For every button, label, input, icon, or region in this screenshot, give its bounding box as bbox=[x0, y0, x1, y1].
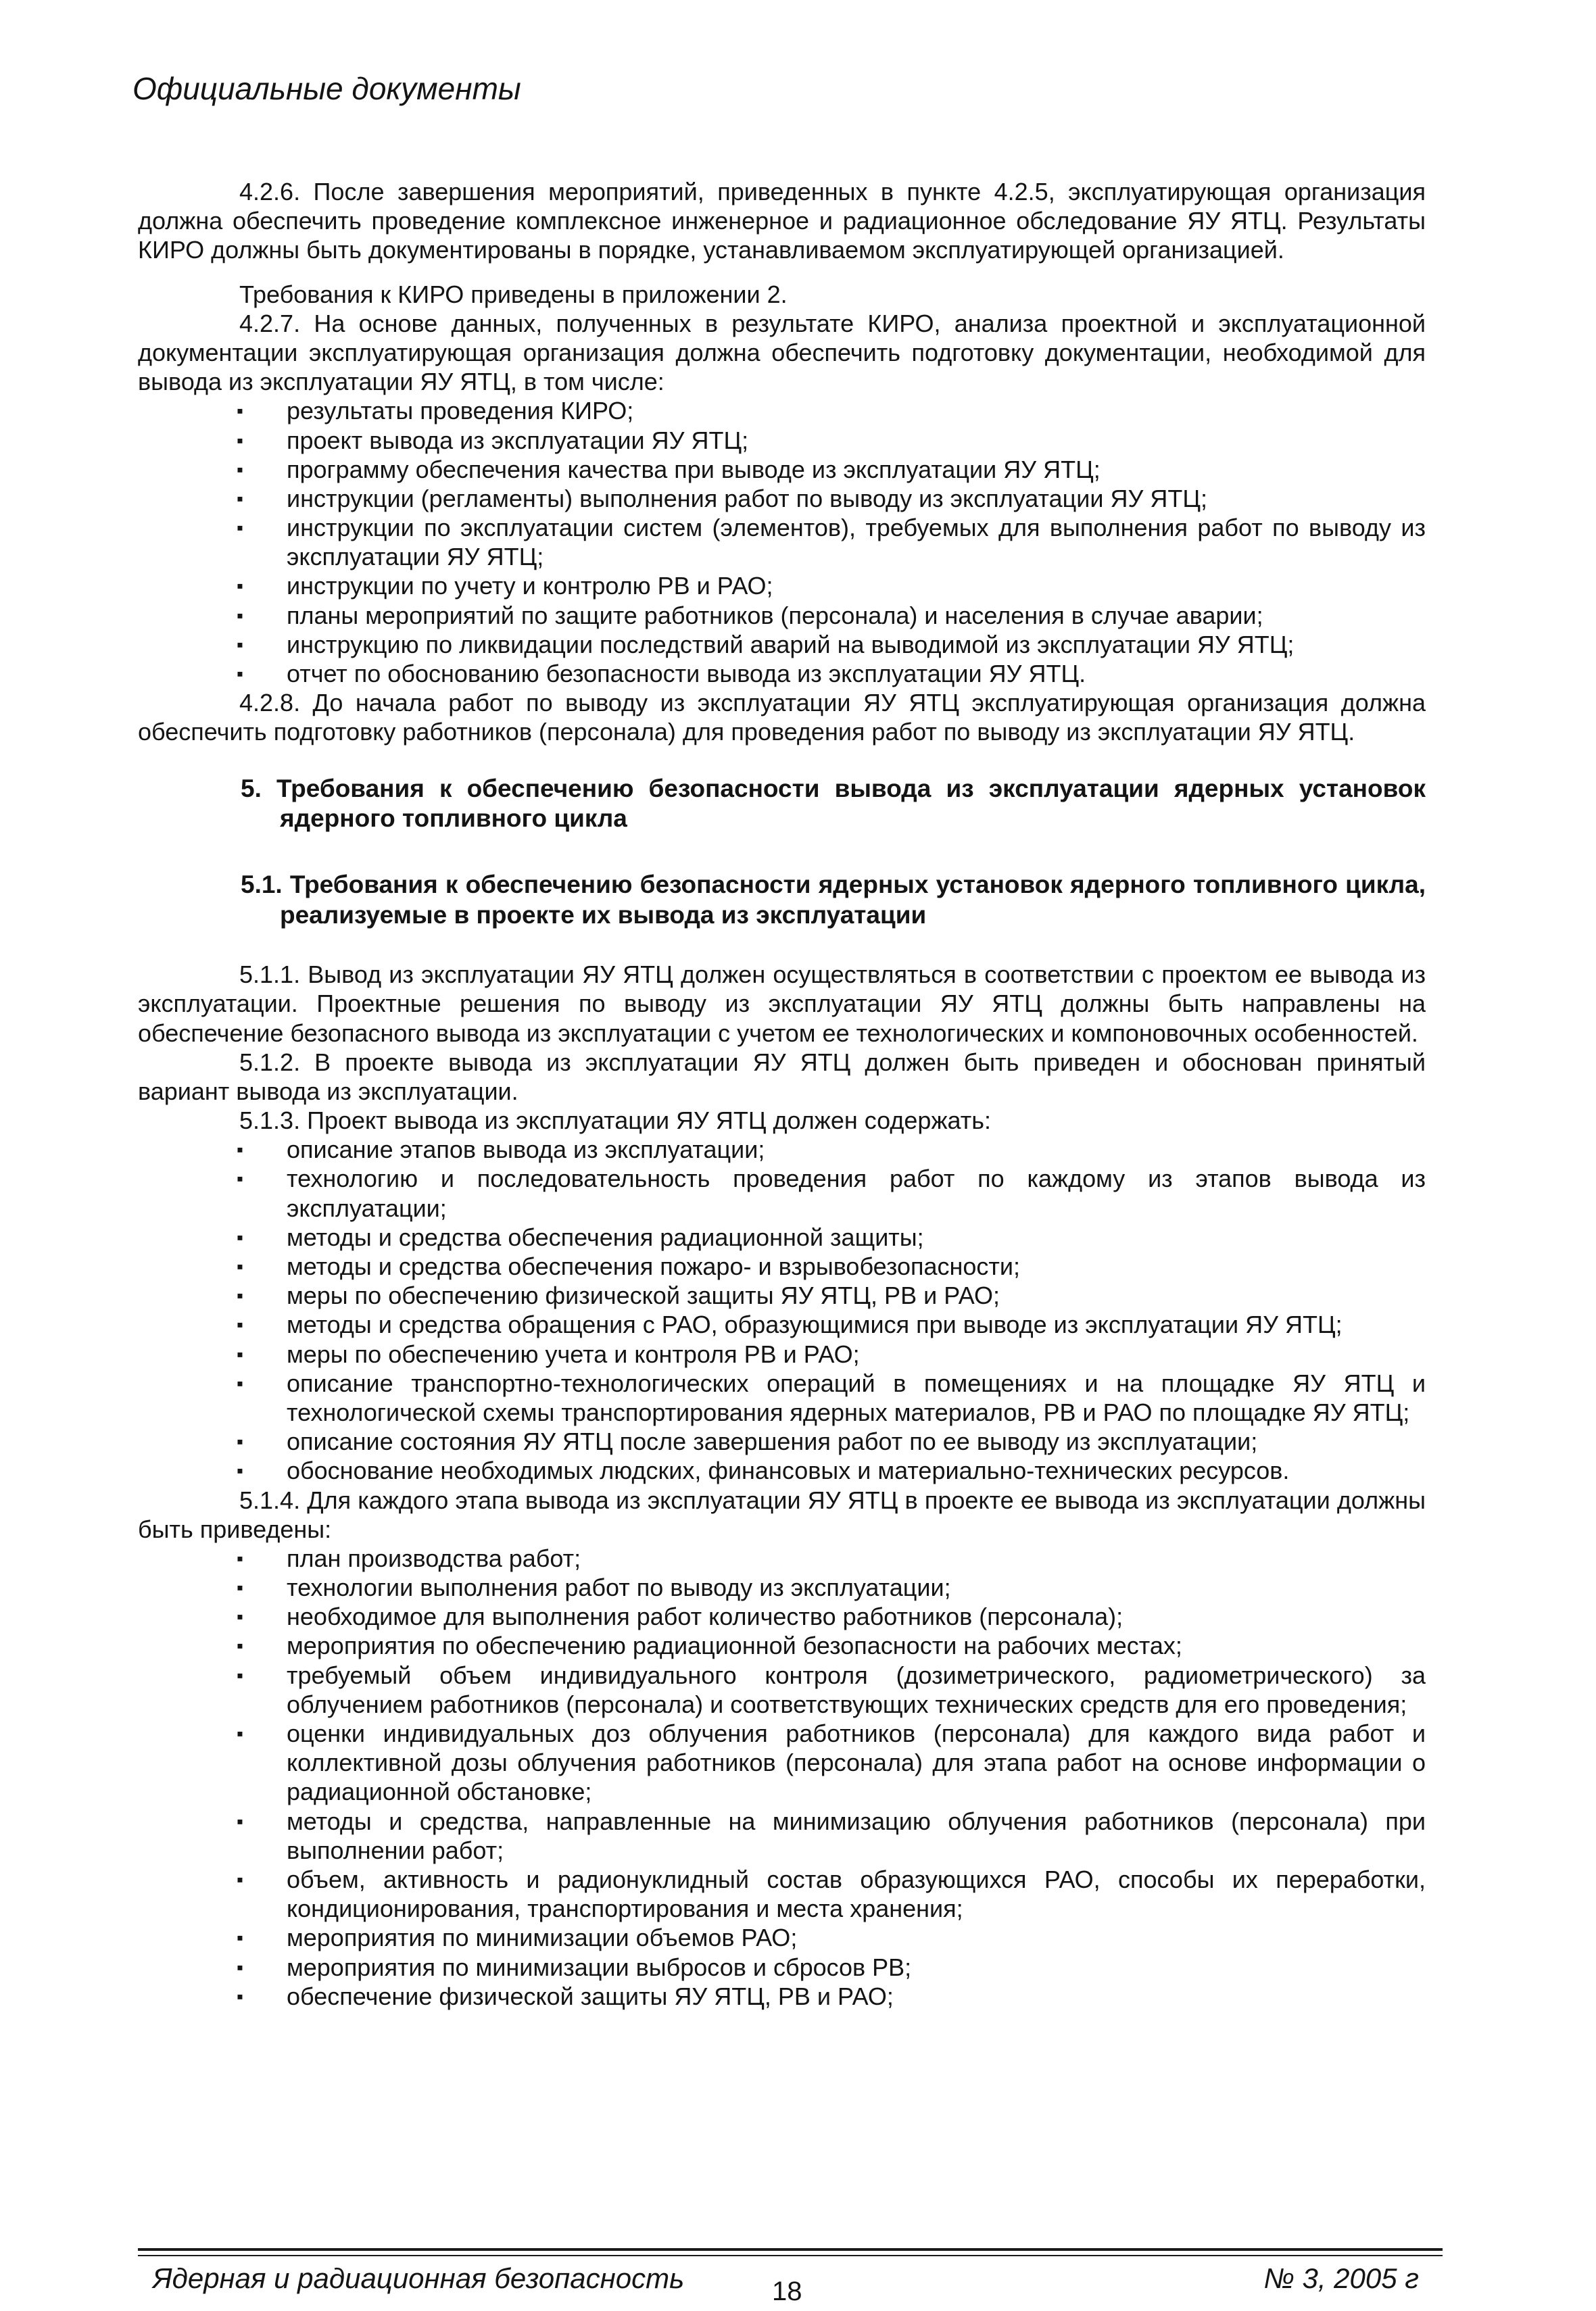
list-item: ▪ планы мероприятий по защите работников (персонала) и населения в случае аварии; bbox=[138, 601, 1426, 630]
list-item: ▪ объем, активность и радионуклидный состав образующихся РАО, способы их переработки, кондиционирования, транспортирования и места хранения; bbox=[138, 1865, 1426, 1923]
list-item: ▪ инструкции по эксплуатации систем (элементов), требуемых для выполнения работ по выводу из эксплуатации ЯУ ЯТЦ; bbox=[138, 513, 1426, 571]
paragraph-5-1-3: 5.1.3. Проект вывода из эксплуатации ЯУ ЯТЦ должен содержать: bbox=[239, 1106, 992, 1135]
list-item: ▪ методы и средства, направленные на минимизацию облучения работников (персонала) при выполнении работ; bbox=[138, 1807, 1426, 1865]
paragraph-5-1-4: 5.1.4. Для каждого этапа вывода из эксплуатации ЯУ ЯТЦ в проекте ее вывода из эксплуатации должны быть приведены: bbox=[138, 1486, 1426, 1543]
list-item: ▪ описание этапов вывода из эксплуатации; bbox=[138, 1135, 1426, 1164]
footer-rule-thin bbox=[138, 2255, 1443, 2256]
paragraph-4-2-8: 4.2.8. До начала работ по выводу из эксплуатации ЯУ ЯТЦ эксплуатирующая организация должна обеспечить подготовку работников (персонала) для проведения работ по выводу из эксплуатации ЯУ ЯТЦ. bbox=[138, 689, 1426, 746]
footer-issue: № 3, 2005 г bbox=[1263, 2262, 1419, 2294]
list-item: ▪ методы и средства обращения с РАО, образующимися при выводе из эксплуатации ЯУ ЯТЦ; bbox=[138, 1310, 1426, 1339]
list-item: ▪ программу обеспечения качества при выводе из эксплуатации ЯУ ЯТЦ; bbox=[138, 455, 1426, 484]
subsection-heading-5-1: 5.1. Требования к обеспечению безопасности ядерных установок ядерного топливного цикла, реализуемые в проекте их вывода из эксплуатации bbox=[241, 871, 1426, 929]
list-5-1-4 bbox=[138, 1544, 1426, 2011]
list-item: ▪ отчет по обоснованию безопасности вывода из эксплуатации ЯУ ЯТЦ. bbox=[138, 659, 1426, 688]
list-4-2-7 bbox=[138, 396, 1426, 688]
list-item: ▪ инструкцию по ликвидации последствий аварий на выводимой из эксплуатации ЯУ ЯТЦ; bbox=[138, 630, 1426, 659]
list-item: ▪ требуемый объем индивидуального контроля (дозиметрического, радиометрического) за облучением работников (персонала) и соответствующих технических средств для его проведения; bbox=[138, 1661, 1426, 1719]
list-item: ▪ оценки индивидуальных доз облучения работников (персонала) для каждого вида работ и коллективной дозы облучения работников (персонала) для этапа работ на основе информации о радиационной обстановке; bbox=[138, 1719, 1426, 1807]
paragraph-4-2-6: 4.2.6. После завершения мероприятий, приведенных в пункте 4.2.5, эксплуатирующая организация должна обеспечить проведение комплексное инженерное и радиационное обследование ЯУ ЯТЦ. Результаты КИРО должны быть документированы в порядке, устанавливаемом эксплуатирующей организацией. bbox=[138, 178, 1426, 264]
list-item: ▪ мероприятия по обеспечению радиационной безопасности на рабочих местах; bbox=[138, 1631, 1426, 1660]
list-item: ▪ инструкции (регламенты) выполнения работ по выводу из эксплуатации ЯУ ЯТЦ; bbox=[138, 484, 1426, 513]
list-item: ▪ инструкции по учету и контролю РВ и РАО; bbox=[138, 571, 1426, 600]
list-item: ▪ технологии выполнения работ по выводу из эксплуатации; bbox=[138, 1573, 1426, 1602]
list-item: ▪ меры по обеспечению учета и контроля РВ и РАО; bbox=[138, 1340, 1426, 1369]
page-number: 18 bbox=[772, 2277, 802, 2306]
main-text bbox=[138, 177, 1426, 2011]
list-item: ▪ необходимое для выполнения работ количество работников (персонала); bbox=[138, 1602, 1426, 1631]
list-item: ▪ обеспечение физической защиты ЯУ ЯТЦ, РВ и РАО; bbox=[138, 1982, 1426, 2011]
list-item: ▪ мероприятия по минимизации объемов РАО; bbox=[138, 1923, 1426, 1952]
paragraph-5-1-1: 5.1.1. Вывод из эксплуатации ЯУ ЯТЦ должен осуществляться в соответствии с проектом ее вывода из эксплуатации. Проектные решения по выводу из эксплуатации ЯУ ЯТЦ должны быть направлены на обеспечение безопасного вывода из эксплуатации с учетом ее технологических и компоновочных особенностей. bbox=[138, 960, 1426, 1047]
list-item: ▪ меры по обеспечению физической защиты ЯУ ЯТЦ, РВ и РАО; bbox=[138, 1281, 1426, 1310]
section-heading-5: 5. Требования к обеспечению безопасности вывода из эксплуатации ядерных установок ядерного топливного цикла bbox=[241, 774, 1426, 832]
footer-journal-title: Ядерная и радиационная безопасность bbox=[153, 2262, 685, 2294]
running-header: Официальные документы bbox=[132, 71, 521, 106]
footer-rule-thick bbox=[138, 2248, 1443, 2251]
list-item: ▪ методы и средства обеспечения пожаро- и взрывобезопасности; bbox=[138, 1252, 1426, 1281]
list-item: ▪ технологию и последовательность проведения работ по каждому из этапов вывода из эксплуатации; bbox=[138, 1164, 1426, 1222]
list-item: ▪ проект вывода из эксплуатации ЯУ ЯТЦ; bbox=[138, 426, 1426, 455]
list-item: ▪ план производства работ; bbox=[138, 1544, 1426, 1573]
list-item: ▪ описание состояния ЯУ ЯТЦ после завершения работ по ее выводу из эксплуатации; bbox=[138, 1427, 1426, 1456]
paragraph-5-1-2: 5.1.2. В проекте вывода из эксплуатации ЯУ ЯТЦ должен быть приведен и обоснован принятый вариант вывода из эксплуатации. bbox=[138, 1048, 1426, 1105]
list-item: ▪ мероприятия по минимизации выбросов и сбросов РВ; bbox=[138, 1953, 1426, 1982]
list-item: ▪ результаты проведения КИРО; bbox=[138, 396, 1426, 425]
list-item: ▪ описание транспортно-технологических операций в помещениях и на площадке ЯУ ЯТЦ и технологической схемы транспортирования ядерных материалов, РВ и РАО по площадке ЯУ ЯТЦ; bbox=[138, 1369, 1426, 1427]
list-item: ▪ методы и средства обеспечения радиационной защиты; bbox=[138, 1223, 1426, 1252]
list-item: ▪ обоснование необходимых людских, финансовых и материально-технических ресурсов. bbox=[138, 1456, 1426, 1485]
paragraph-4-2-7: 4.2.7. На основе данных, полученных в результате КИРО, анализа проектной и эксплуатационной документации эксплуатирующая организация должна обеспечить подготовку документации, необходимой для вывода из эксплуатации ЯУ ЯТЦ, в том числе: bbox=[138, 309, 1426, 396]
list-5-1-3 bbox=[138, 1135, 1426, 1485]
paragraph-4-2-6-note: Требования к КИРО приведены в приложении 2. bbox=[239, 280, 788, 308]
